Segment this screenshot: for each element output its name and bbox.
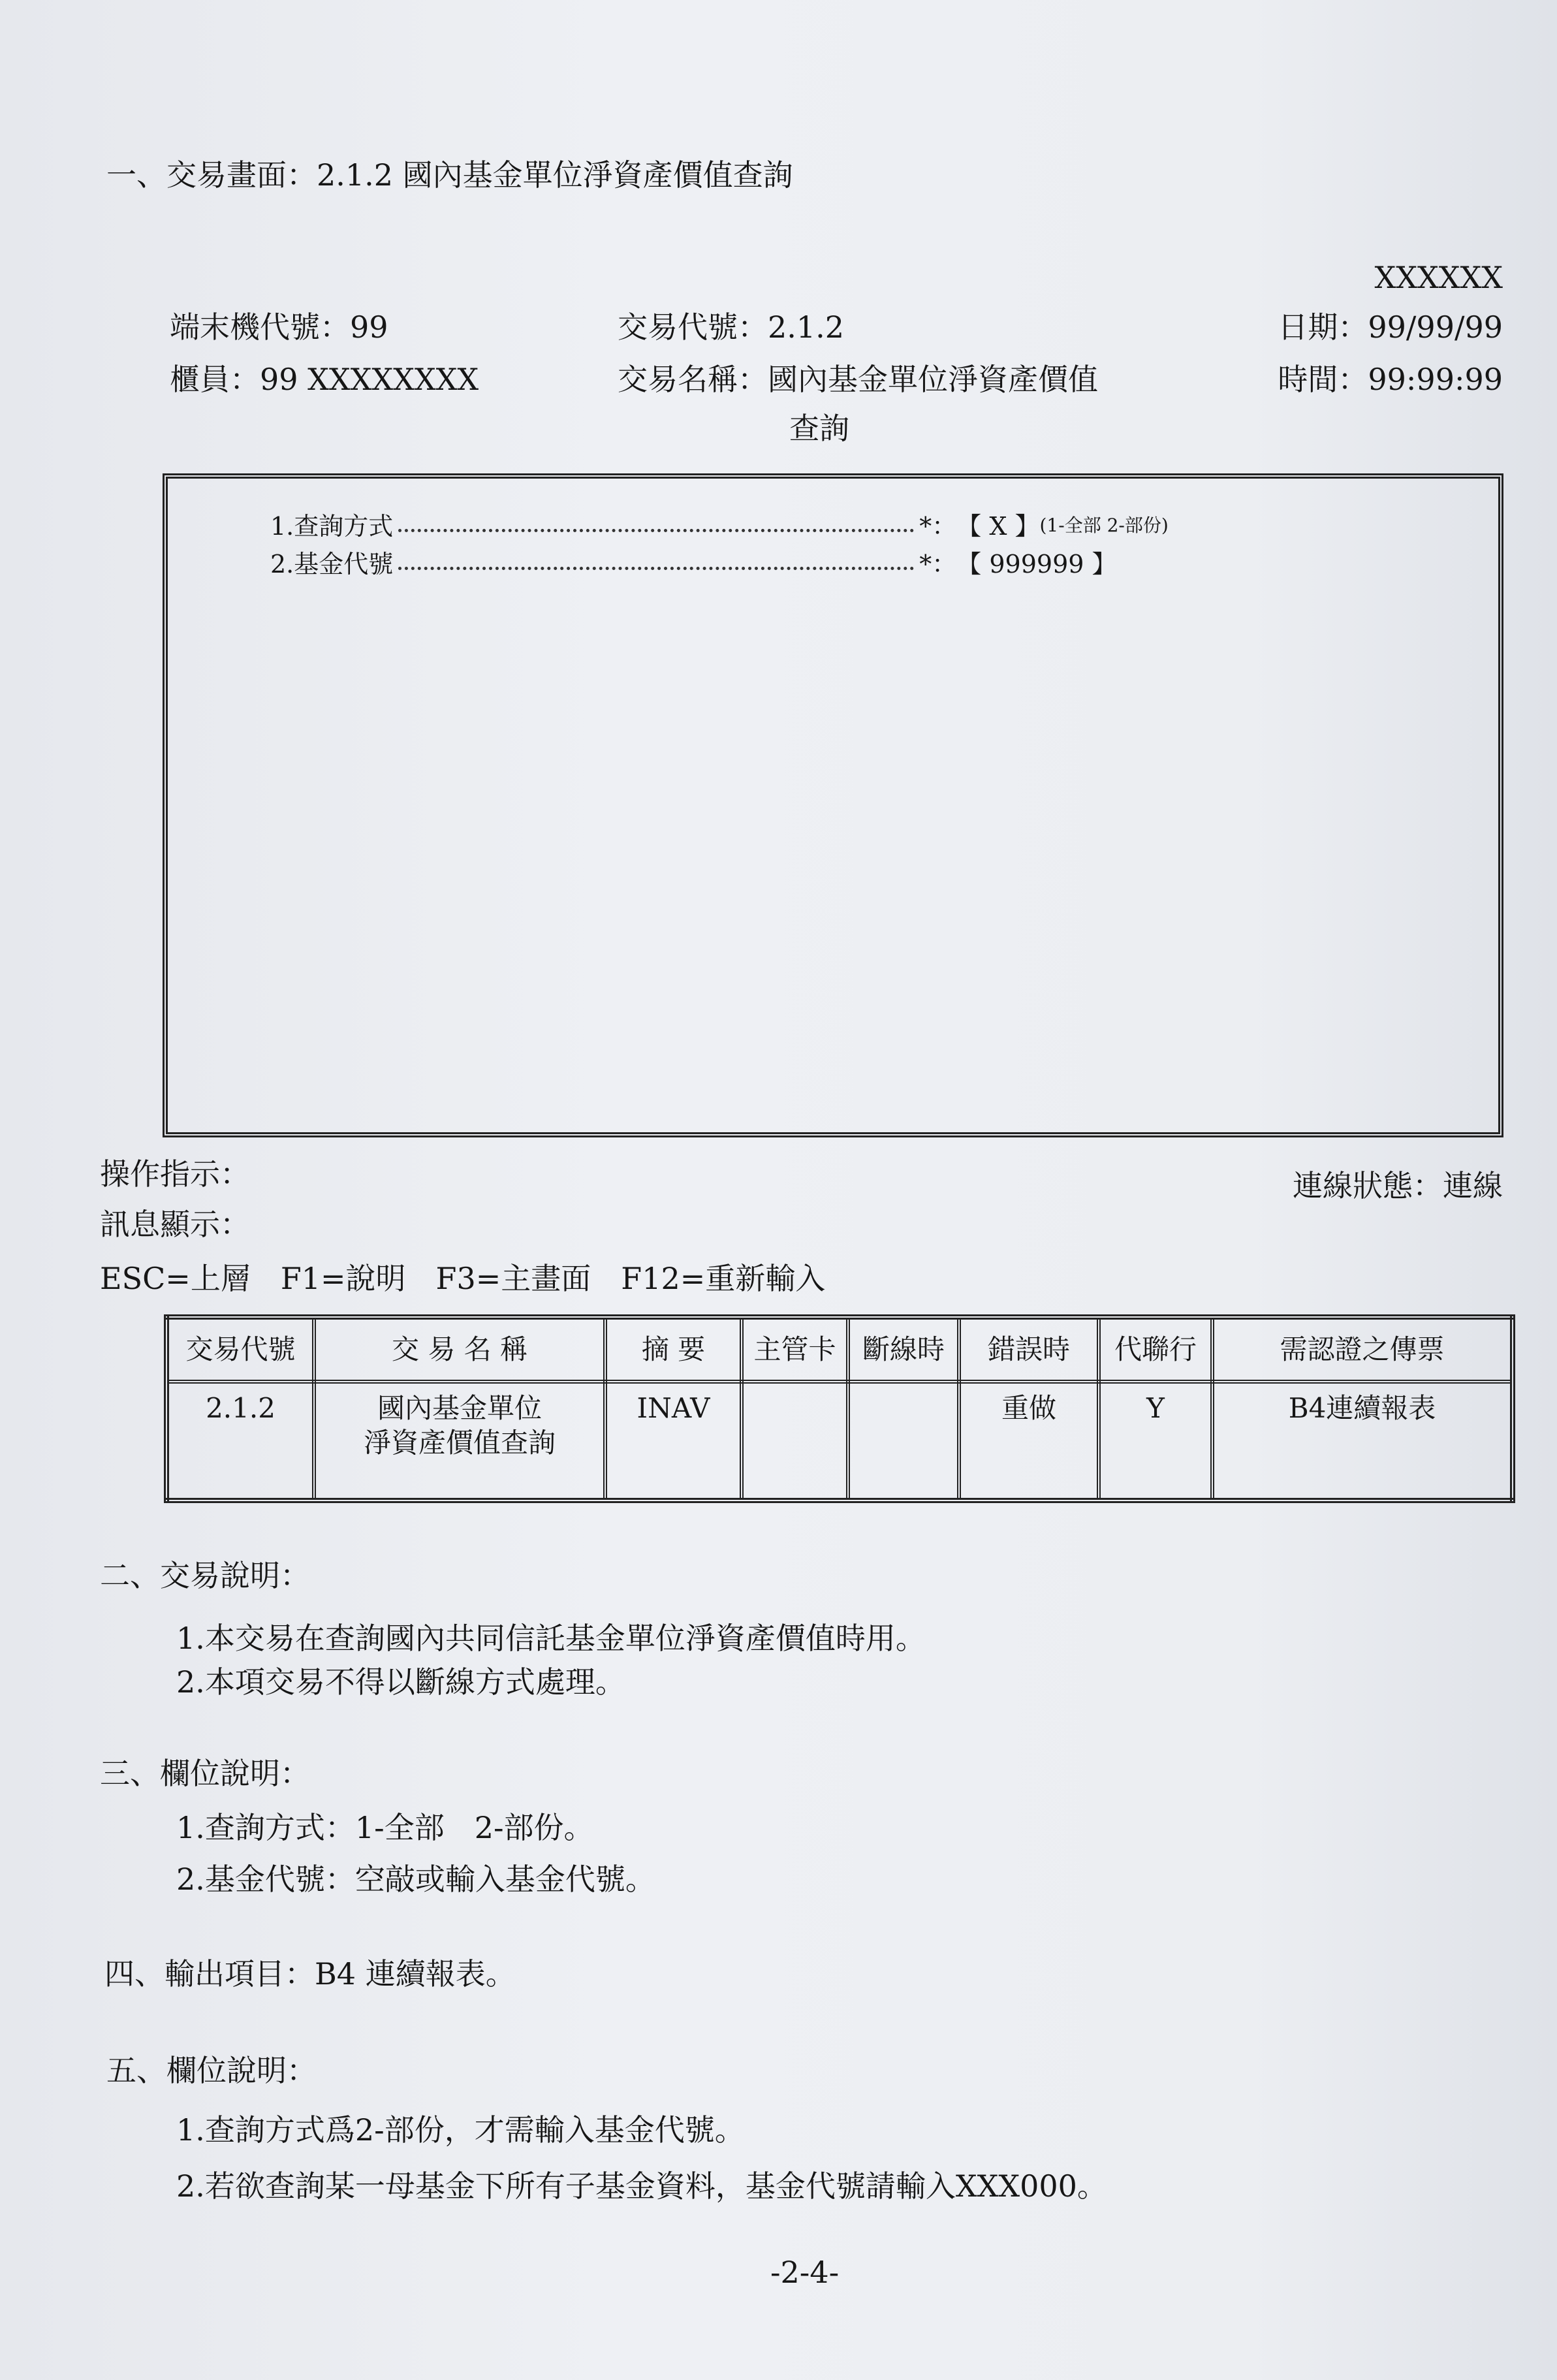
table-cell: 2.1.2 <box>166 1382 314 1500</box>
table-cell: Y <box>1099 1382 1212 1500</box>
transaction-name-cont: 查詢 <box>789 411 849 446</box>
table-header-row <box>166 1317 1513 1382</box>
table-cell: 重做 <box>959 1382 1099 1500</box>
terminal-id: 端末機代號：99 <box>170 309 388 345</box>
screen-code: XXXXXX <box>1374 260 1503 295</box>
header-cell: 交 易 名 稱 <box>314 1317 605 1382</box>
section4-title: 四、輸出項目：B4 連續報表。 <box>104 1956 516 1991</box>
header-cell: 摘 要 <box>605 1317 742 1382</box>
header-cell: 斷線時 <box>848 1317 959 1382</box>
leader-dots <box>398 516 914 532</box>
section5-title: 五、欄位說明： <box>106 2053 317 2088</box>
transaction-code: 交易代號：2.1.2 <box>618 309 845 345</box>
section5-item: 2.若欲查詢某一母基金下所有子基金資料，基金代號請輸入XXX000。 <box>176 2168 1107 2204</box>
message-display: 訊息顯示： <box>100 1207 250 1242</box>
table-cell: B4連續報表 <box>1212 1382 1513 1500</box>
required-marker: *： <box>919 550 957 579</box>
table-cell <box>742 1382 848 1500</box>
table-cell: INAV <box>605 1382 742 1500</box>
header-cell: 需認證之傳票 <box>1212 1317 1513 1382</box>
connection-status: 連線狀態：連線 <box>1293 1168 1503 1203</box>
field-fund-code[interactable] <box>270 544 1117 580</box>
page-number: -2-4- <box>770 2255 840 2290</box>
section2-item: 2.本項交易不得以斷線方式處理。 <box>176 1664 625 1700</box>
section3-item: 2.基金代號：空敲或輸入基金代號。 <box>176 1862 655 1897</box>
header-cell: 錯誤時 <box>959 1317 1099 1382</box>
leader-dots <box>398 554 914 570</box>
section3-title: 三、欄位說明： <box>100 1756 310 1791</box>
required-marker: *： <box>919 512 957 541</box>
operation-hint: 操作指示： <box>100 1156 250 1192</box>
header-cell: 主管卡 <box>742 1317 848 1382</box>
field-value[interactable]: 【 X 】 <box>956 512 1040 541</box>
field-query-mode[interactable] <box>270 506 1169 542</box>
section2-title: 二、交易說明： <box>100 1558 310 1593</box>
header-cell: 交易代號 <box>166 1317 314 1382</box>
table-row <box>166 1382 1513 1500</box>
teller-id: 櫃員：99 XXXXXXXX <box>170 362 479 397</box>
section2-item: 1.本交易在查詢國內共同信託基金單位淨資產價值時用。 <box>176 1621 926 1656</box>
field-value[interactable]: 【 999999 】 <box>956 550 1117 579</box>
field-label: 1.查詢方式 <box>270 512 394 541</box>
field-label: 2.基金代號 <box>270 550 394 579</box>
time: 時間：99:99:99 <box>1278 362 1503 397</box>
section1-title: 一、交易畫面：2.1.2 國內基金單位淨資產價值查詢 <box>106 157 793 193</box>
field-hint: (1-全部 2-部份) <box>1039 514 1169 536</box>
header-cell: 代聯行 <box>1099 1317 1212 1382</box>
section5-item: 1.查詢方式爲2-部份，才需輸入基金代號。 <box>176 2112 745 2148</box>
table-cell: 國內基金單位 淨資產價值查詢 <box>314 1382 605 1500</box>
table-cell <box>848 1382 959 1500</box>
date: 日期：99/99/99 <box>1278 309 1503 345</box>
transaction-table <box>164 1314 1515 1503</box>
function-keys: ESC=上層 F1=說明 F3=主畫面 F12=重新輸入 <box>100 1261 826 1296</box>
section3-item: 1.查詢方式：1-全部 2-部份。 <box>176 1810 594 1845</box>
transaction-name: 交易名稱：國內基金單位淨資產價值 <box>618 362 1098 397</box>
